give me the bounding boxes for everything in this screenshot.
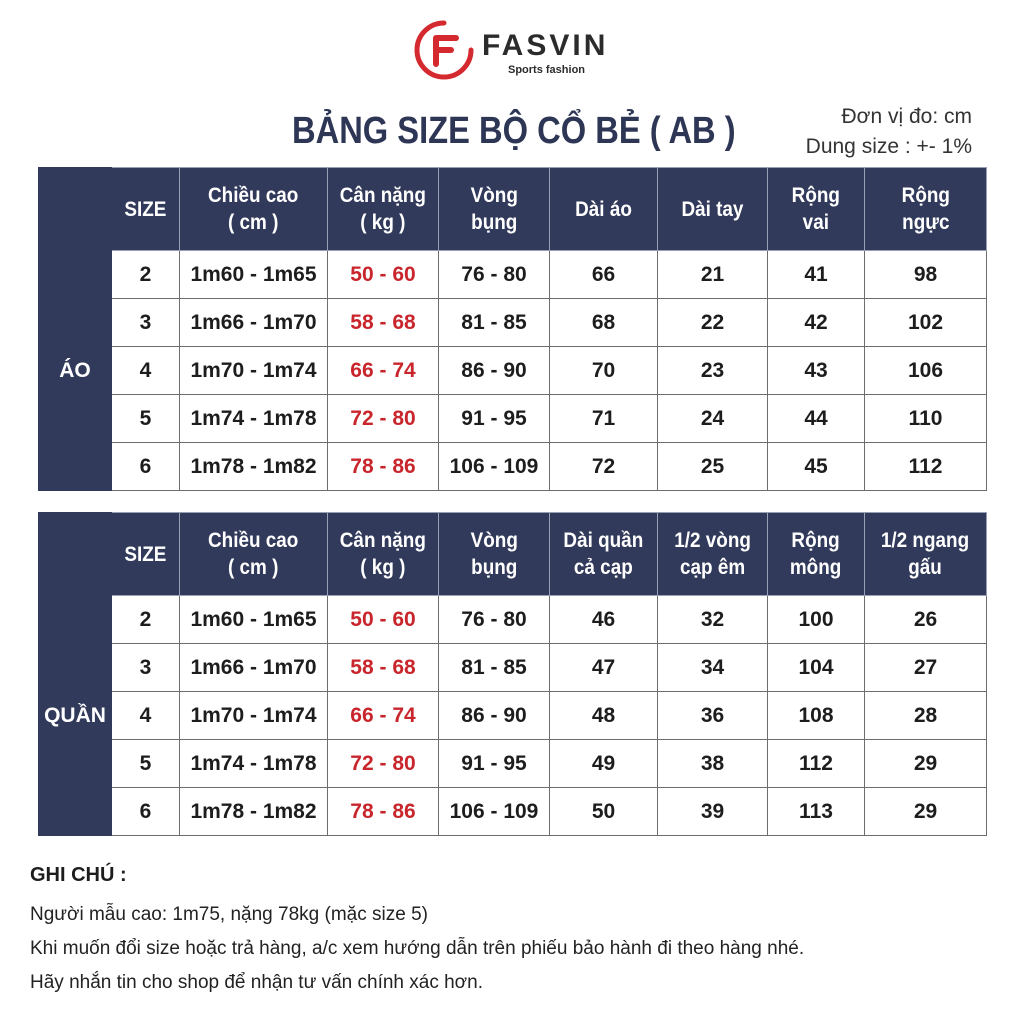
table-cell: 76 - 80 bbox=[439, 251, 550, 299]
column-header-label: Chiều cao ( cm ) bbox=[208, 184, 299, 234]
column-header bbox=[658, 168, 768, 251]
note-line: Người mẫu cao: 1m75, nặng 78kg (mặc size 5) bbox=[30, 904, 428, 925]
table-cell: 1m66 - 1m70 bbox=[180, 644, 328, 692]
table-cell: 34 bbox=[658, 644, 768, 692]
table-cell: 91 - 95 bbox=[439, 740, 550, 788]
table-cell: 1m74 - 1m78 bbox=[180, 740, 328, 788]
table-row bbox=[39, 443, 987, 491]
table-row bbox=[39, 596, 987, 644]
table-cell: 29 bbox=[865, 788, 987, 836]
column-header-label: SIZE bbox=[124, 197, 167, 221]
table-header-row bbox=[39, 168, 987, 251]
table-cell: 86 - 90 bbox=[439, 692, 550, 740]
table-cell: 108 bbox=[768, 692, 865, 740]
table-cell: 26 bbox=[865, 596, 987, 644]
table-cell: 81 - 85 bbox=[439, 644, 550, 692]
table-cell: 91 - 95 bbox=[439, 395, 550, 443]
table-cell: 42 bbox=[768, 299, 865, 347]
table-header-row bbox=[39, 513, 987, 596]
table-cell: 47 bbox=[550, 644, 658, 692]
column-header bbox=[112, 513, 180, 596]
group-label: QUẦN bbox=[39, 596, 112, 836]
notes-section bbox=[30, 860, 990, 1000]
column-header-label: Vòng bụng bbox=[470, 529, 518, 579]
weight-cell: 50 - 60 bbox=[328, 251, 439, 299]
table-cell: 49 bbox=[550, 740, 658, 788]
table-cell: 21 bbox=[658, 251, 768, 299]
table-cell: 72 bbox=[550, 443, 658, 491]
table-cell: 22 bbox=[658, 299, 768, 347]
table-cell: 98 bbox=[865, 251, 987, 299]
size-cell: 2 bbox=[112, 251, 180, 299]
size-cell: 2 bbox=[112, 596, 180, 644]
column-header-label: Dài tay bbox=[681, 197, 744, 221]
table-cell: 43 bbox=[768, 347, 865, 395]
table-cell: 24 bbox=[658, 395, 768, 443]
column-header bbox=[550, 513, 658, 596]
table-cell: 29 bbox=[865, 740, 987, 788]
table-cell: 113 bbox=[768, 788, 865, 836]
table-row bbox=[39, 788, 987, 836]
size-cell: 4 bbox=[112, 692, 180, 740]
size-cell: 3 bbox=[112, 299, 180, 347]
table-cell: 86 - 90 bbox=[439, 347, 550, 395]
table-cell: 112 bbox=[768, 740, 865, 788]
note-line: Khi muốn đổi size hoặc trả hàng, a/c xem hướng dẫn trên phiếu bảo hành đi theo hàng nhé. bbox=[30, 938, 805, 959]
size-cell: 5 bbox=[112, 740, 180, 788]
weight-cell: 66 - 74 bbox=[328, 347, 439, 395]
table-cell: 71 bbox=[550, 395, 658, 443]
column-header bbox=[658, 513, 768, 596]
column-header-label: Cân nặng ( kg ) bbox=[339, 184, 427, 234]
brand-tagline: Sports fashion bbox=[508, 64, 586, 76]
table-cell: 36 bbox=[658, 692, 768, 740]
column-header-label: 1/2 ngang gấu bbox=[881, 529, 970, 579]
table-cell: 1m60 - 1m65 bbox=[180, 251, 328, 299]
table-row bbox=[39, 347, 987, 395]
column-header bbox=[180, 513, 328, 596]
table-cell: 68 bbox=[550, 299, 658, 347]
column-header-label: Cân nặng ( kg ) bbox=[339, 529, 427, 579]
group-label: ÁO bbox=[39, 251, 112, 491]
pants-size-table bbox=[38, 512, 987, 836]
table-cell: 32 bbox=[658, 596, 768, 644]
column-header bbox=[180, 168, 328, 251]
column-header bbox=[550, 168, 658, 251]
table-cell: 27 bbox=[865, 644, 987, 692]
unit-measure: Đơn vị đo: cm bbox=[841, 105, 972, 128]
weight-cell: 72 - 80 bbox=[328, 740, 439, 788]
table-row bbox=[39, 692, 987, 740]
size-tolerance: Dung size : +- 1% bbox=[805, 135, 972, 158]
units-info bbox=[806, 102, 972, 162]
column-header-label: SIZE bbox=[124, 542, 167, 566]
table-cell: 106 bbox=[865, 347, 987, 395]
column-header-label: Rộng ngực bbox=[901, 184, 950, 234]
table-cell: 1m60 - 1m65 bbox=[180, 596, 328, 644]
weight-cell: 78 - 86 bbox=[328, 443, 439, 491]
notes-title: GHI CHÚ : bbox=[30, 864, 127, 886]
brand-name: FASVIN bbox=[482, 29, 609, 62]
column-header bbox=[328, 513, 439, 596]
table-cell: 106 - 109 bbox=[439, 788, 550, 836]
table-cell: 70 bbox=[550, 347, 658, 395]
header-corner bbox=[39, 168, 112, 251]
table-cell: 1m78 - 1m82 bbox=[180, 788, 328, 836]
fasvin-logo-icon bbox=[412, 18, 476, 82]
note-line: Hãy nhắn tin cho shop để nhận tư vấn chính xác hơn. bbox=[30, 972, 483, 993]
weight-cell: 50 - 60 bbox=[328, 596, 439, 644]
size-cell: 4 bbox=[112, 347, 180, 395]
column-header-label: Rộng vai bbox=[791, 184, 841, 234]
table-cell: 25 bbox=[658, 443, 768, 491]
table-cell: 104 bbox=[768, 644, 865, 692]
table-cell: 100 bbox=[768, 596, 865, 644]
brand-logo bbox=[412, 18, 622, 88]
table-cell: 23 bbox=[658, 347, 768, 395]
table-cell: 1m74 - 1m78 bbox=[180, 395, 328, 443]
table-row bbox=[39, 740, 987, 788]
table-cell: 102 bbox=[865, 299, 987, 347]
table-row bbox=[39, 251, 987, 299]
weight-cell: 58 - 68 bbox=[328, 299, 439, 347]
shirt-size-table bbox=[38, 167, 987, 491]
size-cell: 6 bbox=[112, 443, 180, 491]
table-cell: 44 bbox=[768, 395, 865, 443]
table-cell: 39 bbox=[658, 788, 768, 836]
table-row bbox=[39, 644, 987, 692]
table-cell: 1m78 - 1m82 bbox=[180, 443, 328, 491]
column-header-label: Dài áo bbox=[575, 197, 632, 221]
table-cell: 81 - 85 bbox=[439, 299, 550, 347]
table-cell: 76 - 80 bbox=[439, 596, 550, 644]
column-header-label: 1/2 vòng cạp êm bbox=[674, 529, 751, 579]
column-header-label: Dài quần cả cạp bbox=[563, 529, 644, 579]
column-header-label: Vòng bụng bbox=[470, 184, 518, 234]
size-cell: 3 bbox=[112, 644, 180, 692]
weight-cell: 66 - 74 bbox=[328, 692, 439, 740]
table-cell: 110 bbox=[865, 395, 987, 443]
table-cell: 112 bbox=[865, 443, 987, 491]
table-cell: 66 bbox=[550, 251, 658, 299]
table-row bbox=[39, 299, 987, 347]
table-cell: 38 bbox=[658, 740, 768, 788]
weight-cell: 58 - 68 bbox=[328, 644, 439, 692]
table-row bbox=[39, 395, 987, 443]
column-header-label: Rộng mông bbox=[790, 529, 842, 579]
column-header bbox=[768, 168, 865, 251]
column-header bbox=[439, 168, 550, 251]
table-cell: 45 bbox=[768, 443, 865, 491]
size-cell: 6 bbox=[112, 788, 180, 836]
table-cell: 50 bbox=[550, 788, 658, 836]
header-corner bbox=[39, 513, 112, 596]
column-header bbox=[328, 168, 439, 251]
table-cell: 41 bbox=[768, 251, 865, 299]
column-header bbox=[112, 168, 180, 251]
table-cell: 28 bbox=[865, 692, 987, 740]
column-header bbox=[865, 168, 987, 251]
table-cell: 46 bbox=[550, 596, 658, 644]
table-cell: 1m70 - 1m74 bbox=[180, 347, 328, 395]
table-cell: 106 - 109 bbox=[439, 443, 550, 491]
weight-cell: 78 - 86 bbox=[328, 788, 439, 836]
column-header bbox=[768, 513, 865, 596]
column-header-label: Chiều cao ( cm ) bbox=[208, 529, 299, 579]
column-header bbox=[439, 513, 550, 596]
page-title: BẢNG SIZE BỘ CỔ BẺ ( AB ) bbox=[292, 110, 736, 152]
table-cell: 1m66 - 1m70 bbox=[180, 299, 328, 347]
table-cell: 48 bbox=[550, 692, 658, 740]
column-header bbox=[865, 513, 987, 596]
table-cell: 1m70 - 1m74 bbox=[180, 692, 328, 740]
weight-cell: 72 - 80 bbox=[328, 395, 439, 443]
size-cell: 5 bbox=[112, 395, 180, 443]
